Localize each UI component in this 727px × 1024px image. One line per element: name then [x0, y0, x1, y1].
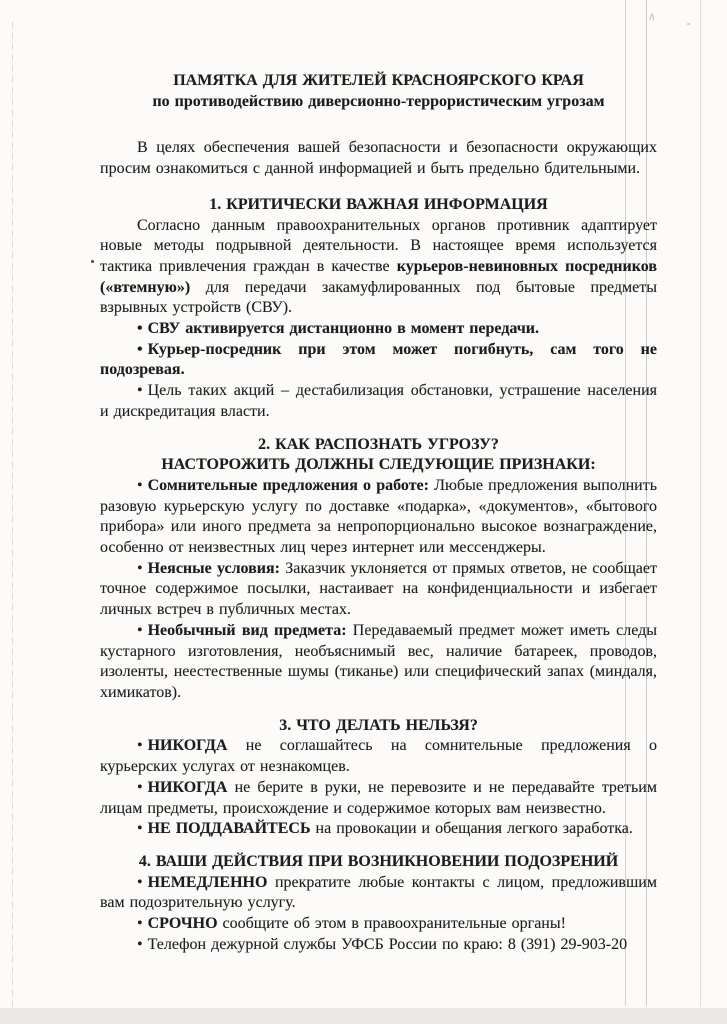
bullet-icon: •: [137, 476, 143, 494]
bullet-icon: •: [137, 320, 143, 338]
section-2-heading-line-2: НАСТОРОЖИТЬ ДОЛЖНЫ СЛЕДУЮЩИЕ ПРИЗНАКИ:: [161, 456, 596, 474]
bullet-icon: •: [137, 820, 143, 838]
bullet-item: • Курьер-посредник при этом может погибнуть, сам того не подозревая.: [100, 340, 657, 379]
bullet-item: • НЕМЕДЛЕННО прекратите любые контакты с лицом, предложившим вам подозрительную услугу.: [100, 873, 657, 912]
scan-left-edge-line: [12, 22, 13, 1016]
paragraph-run-bold: курьеров-невиновных посредников («втемную»): [100, 257, 657, 296]
bullet-icon: •: [137, 915, 143, 933]
bullet-icon: •: [137, 559, 143, 577]
document-content: [100, 71, 657, 955]
phone-number-text: Телефон дежурной службы УФСБ России по краю: 8 (391) 29-903-20: [147, 935, 628, 953]
paragraph-run: Согласно данным правоохранительных органов противник адаптирует новые методы подрывной деятельности. В настоящее время используется тактика привлечения граждан в качестве: [100, 216, 657, 275]
bullet-item: • СРОЧНО сообщите об этом в правоохранительные органы!: [137, 915, 566, 933]
bullet-item: • Необычный вид предмета: Передаваемый предмет может иметь следы кустарного изготовления, необъяснимый вес, наличие батареек, проводов, изоленты, неестественные шумы (тиканье) или специфический запах (миндаля, химикатов).: [100, 621, 657, 701]
bullet-icon: •: [137, 873, 143, 891]
ink-speck: [91, 260, 94, 263]
bullet-icon: •: [137, 382, 143, 400]
section-4-heading: 4. ВАШИ ДЕЙСТВИЯ ПРИ ВОЗНИКНОВЕНИИ ПОДОЗРЕНИЙ: [138, 852, 619, 870]
page-title: ПАМЯТКА ДЛЯ ЖИТЕЛЕЙ КРАСНОЯРСКОГО КРАЯ: [173, 72, 584, 89]
bullet-item: • СВУ активируется дистанционно в момент передачи.: [137, 320, 540, 338]
bullet-icon: •: [137, 778, 143, 796]
bullet-item: • НИКОГДА не соглашайтесь на сомнительные предложения о курьерских услугах от незнакомцев.: [100, 737, 657, 776]
page-subtitle: по противодействию диверсионно-террористическим угрозам: [152, 92, 605, 110]
pen-mark-icon: ∧: [647, 10, 657, 24]
bullet-icon: •: [137, 340, 143, 358]
bullet-item-phone: [100, 935, 657, 956]
bullet-item: • НЕ ПОДДАВАЙТЕСЬ на провокации и обещания легкого заработка.: [137, 820, 633, 838]
section-2-heading-line-1: 2. КАК РАСПОЗНАТЬ УГРОЗУ?: [258, 435, 499, 453]
section-1-heading: 1. КРИТИЧЕСКИ ВАЖНАЯ ИНФОРМАЦИЯ: [209, 195, 548, 213]
scan-bottom-edge: [0, 1008, 727, 1024]
bullet-icon: •: [137, 935, 143, 953]
paragraph-run: для передачи закамуфлированных под бытовые предметы взрывных устройств (СВУ).: [100, 278, 657, 317]
section-3-heading: 3. ЧТО ДЕЛАТЬ НЕЛЬЗЯ?: [279, 716, 478, 734]
bullet-item: • Сомнительные предложения о работе: Любые предложения выполнить разовую курьерскую услугу по доставке «подарка», «документов», «бытового прибора» или иного предмета за непропорционально высокое вознаграждение, особенно от неизвестных лиц через интернет или мессенджеры.: [100, 476, 657, 557]
scan-vertical-line-3: [700, 0, 701, 1006]
bullet-item: • Неясные условия: Заказчик уклоняется от прямых ответов, не сообщает точное содержимое посылки, настаивает на конфиденциальности и избегает личных встреч в публичных местах.: [100, 559, 657, 619]
section-1-paragraph: [100, 216, 657, 320]
bullet-icon: •: [137, 737, 143, 755]
pen-dot-mark: [687, 23, 690, 25]
bullet-item: • Цель таких акций – дестабилизация обстановки, устрашение населения и дискредитация власти.: [100, 382, 657, 420]
bullet-item: • НИКОГДА не берите в руки, не перевозите и не передавайте третьим лицам предметы, происхождение и содержимое которых вам неизвестно.: [100, 778, 657, 817]
intro-paragraph: В целях обеспечения вашей безопасности и безопасности окружающих просим ознакомиться с данной информацией и быть предельно бдительными.: [100, 139, 657, 178]
bullet-icon: •: [137, 621, 143, 639]
